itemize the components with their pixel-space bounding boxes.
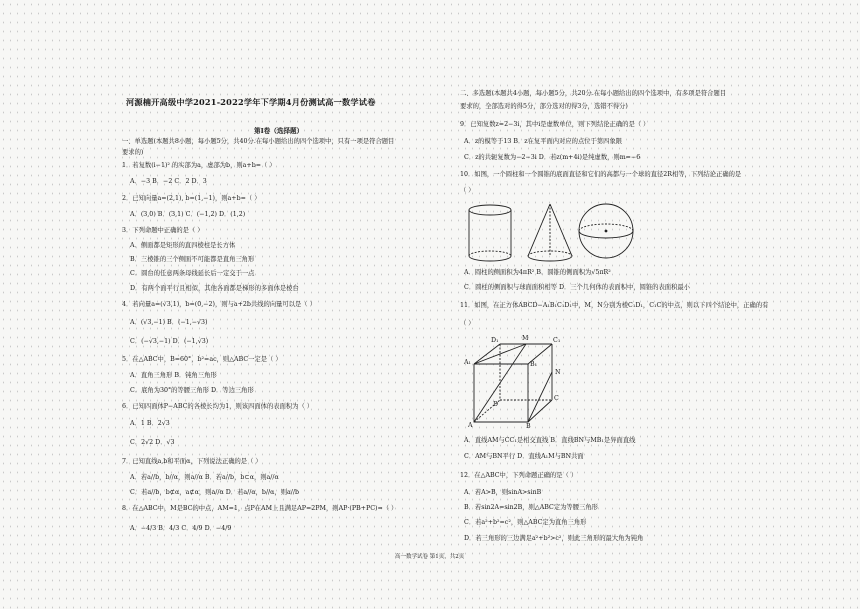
option-line: C．圆台的任意两条母线延长后一定交于一点 [130, 270, 255, 277]
line-a1m [474, 344, 526, 364]
cone-side-right [550, 204, 572, 256]
cube-label: D [493, 401, 499, 408]
cylinder-bottom-front [469, 256, 511, 261]
option-line: C．底角为30°的等腰三角形 D．等边三角形 [130, 387, 254, 394]
option-line: A．直线AM与CC₁是相交直线 B．直线BN与MB₁是异面直线 [464, 437, 636, 444]
cube-label: B₁ [530, 361, 538, 368]
line-bn [528, 372, 552, 422]
question-line: 3．下列命题中正确的是（ ） [122, 227, 204, 234]
question-line: 8．在△ABC中，M是BC的中点，AM=1，点P在AM上且满足AP=2PM，则AP·(PB+PC)=（ ） [122, 505, 398, 512]
section2-intro-2: 要求的，全部选对的得5分，部分选对的得3分，选错不得分) [460, 103, 628, 110]
option-line: A．圆柱的侧面积为4πR² B．圆锥的侧面积为√5πR² [464, 269, 611, 276]
question-line: 1．若复数(i−1)² 的实部为a，虚部为b，则a+b=（ ） [122, 162, 276, 169]
solids-figure [464, 200, 644, 266]
question-line: 2．已知向量a=(2,1), b=(1,−1)，则a+b=（ ） [122, 195, 261, 202]
option-line: B．若sin2A=sin2B，则△ABC定为等腰三角形 [464, 504, 598, 511]
cone-base-front [528, 256, 572, 261]
option-line: C．z的共轭复数为−2−3i D．若z(m+4i)是纯虚数，则m=−6 [464, 154, 641, 161]
option-line: A．若A>B，则sinA>sinB [464, 489, 542, 496]
option-line: A．1 B．2√3 [130, 420, 170, 427]
option-line: C．圆柱的侧面积与球面面积相等 D．三个几何体的表面积中，圆锥的表面积最小 [464, 284, 690, 291]
option-line: D．有两个面平行且相似，其他各面都是梯形的多面体是棱台 [130, 285, 299, 292]
question-line: 6．已知四面体P−ABC的各棱长均为1，则该四面体的表面积为（ ） [122, 403, 314, 410]
question-line-cont: （ ） [460, 320, 475, 327]
part1-title: 第Ⅰ卷（选择题） [254, 127, 304, 135]
option-line: B．三棱锥的三个侧面不可能都是直角三角形 [130, 256, 255, 263]
section1-intro: 一、单选题(本题共8小题，每小题5分，共40分.在每小题给出的四个选项中，只有一项是符合题目 [122, 138, 395, 145]
question-line: 12．在△ABC中，下列命题正确的是（ ） [460, 472, 578, 479]
option-line: C．2√2 D．√3 [130, 439, 175, 446]
question-line: 10．如图，一个圆柱和一个圆锥的底面直径和它们的高都与一个球的直径2R相等，下列结论正确的是 [460, 171, 742, 178]
option-line: C．若a²+b²=c²，则△ABC定为直角三角形 [464, 519, 587, 526]
option-line: A．z的模等于13 B．z在复平面内对应的点位于第四象限 [464, 138, 623, 145]
cube-front-face [474, 364, 528, 422]
cube-edge-a1-d1 [474, 344, 500, 364]
option-line: C．若a//b，b⊄α，a⊄α，则a//α D．若a//α，b//α，则a//b [130, 489, 300, 496]
section2-intro: 二、多选题(本题共4小题，每小题5分，共20分.在每小题给出的四个选项中，有多项是符合题目 [460, 90, 727, 97]
question-line: 11．如图，在正方体ABCD−A₁B₁C₁D₁中，M，N分别为棱C₁D₁，C₁C的中点，则以下四个结论中，正确的有 [460, 302, 769, 309]
cube-label: B [526, 423, 531, 430]
question-line: 5．在△ABC中，B=60°，b²=ac，则△ABC一定是（ ） [122, 356, 282, 363]
cube-label: M [522, 335, 529, 342]
option-line: D．若三角形的三边满足a²+b²>c²，则此三角形的最大角为钝角 [464, 535, 644, 542]
cube-edge-b-c [528, 400, 552, 422]
option-line: A．侧面都是矩形的直四棱柱是长方体 [130, 242, 236, 249]
option-line: A．−3 B．−2 C．2 D．3 [130, 178, 207, 185]
cylinder-bottom-back [469, 251, 511, 256]
page-title: 河源楠开高级中学2021-2022学年下学期4月份测试高一数学试卷 [126, 97, 376, 107]
cube-label: C₁ [553, 337, 561, 344]
cube-label: C [554, 395, 559, 402]
cube-label: A [468, 422, 473, 429]
cube-figure [462, 334, 572, 430]
cube-label: D₁ [491, 337, 499, 344]
cone-side-left [528, 204, 550, 256]
option-line: A．若a//b，b//α，则a//α B．若a//b，b⊂α，则a//α [130, 474, 279, 481]
option-line: A．(√3,−1) B．(−1,−√3) [130, 319, 208, 326]
option-line: C．AM与BN平行 D．直线A₁M与BN共面 [464, 453, 584, 460]
option-line: A．(3,0) B．(3,1) C．(−1,2) D．(1,2) [130, 211, 246, 218]
question-line: 4．若向量a=(√3,1)，b=(0,−2)，则与a+2b共线的向量可以是（ ） [122, 301, 316, 308]
option-line: A．−4/3 B．4/3 C．4/9 D．−4/9 [130, 525, 232, 532]
cube-label: N [555, 369, 561, 376]
cylinder-top [469, 205, 511, 215]
section1-intro-2: 要求的) [122, 149, 144, 156]
option-line: C．(−√3,−1) D．(−1,√3) [130, 338, 209, 345]
page-footer: 高一数学试卷 第1页，共2页 [395, 554, 465, 560]
option-line: A．直角三角形 B．钝角三角形 [130, 372, 217, 379]
question-line-cont: （ ） [460, 187, 475, 194]
question-line: 7．已知直线a,b和平面α，下列说法正确的是（ ） [122, 458, 262, 465]
sphere-center [605, 230, 608, 233]
question-line: 9．已知复数z=2−3i，其中i是虚数单位，则下列结论正确的是（ ） [460, 121, 650, 128]
cube-label: A₁ [464, 359, 472, 366]
